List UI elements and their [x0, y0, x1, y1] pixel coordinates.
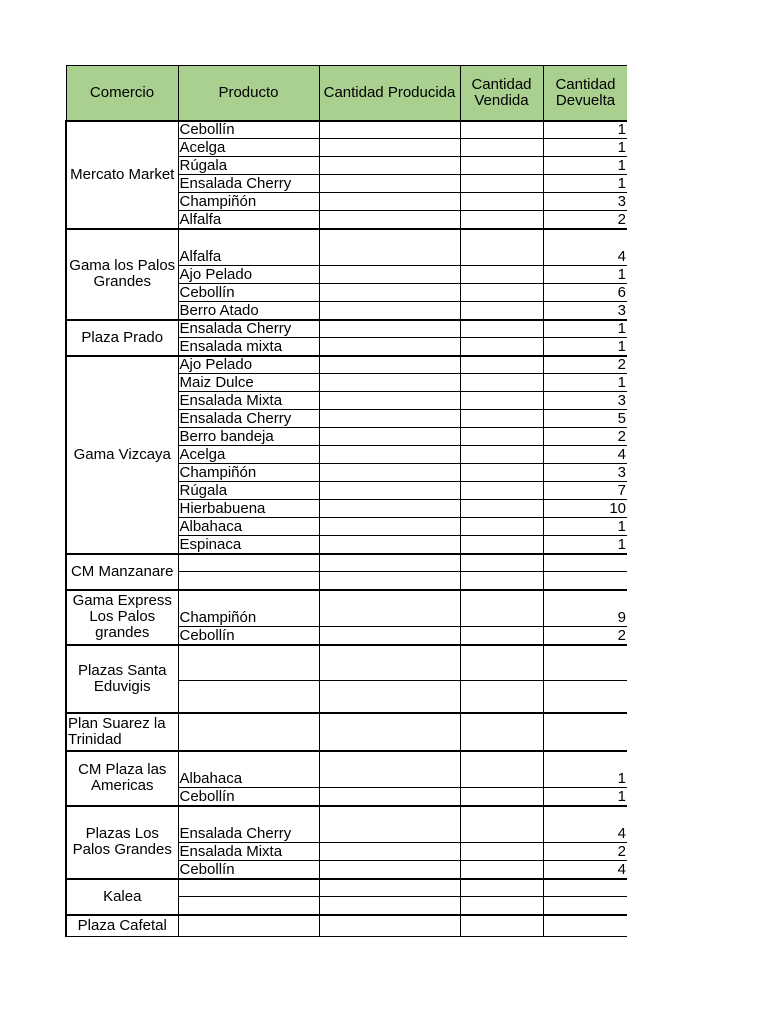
cantidad-vendida-cell	[460, 751, 543, 788]
store-cell: Kalea	[66, 879, 178, 915]
table-row	[66, 320, 627, 338]
product-cell: Acelga	[178, 446, 319, 464]
cantidad-vendida-cell	[460, 500, 543, 518]
cantidad-producida-cell	[319, 751, 460, 788]
table-row	[66, 645, 627, 681]
cantidad-producida-cell	[319, 681, 460, 713]
product-cell: Ensalada Cherry	[178, 410, 319, 428]
cantidad-producida-cell	[319, 627, 460, 645]
cantidad-vendida-cell	[460, 374, 543, 392]
store-cell: Plaza Cafetal	[66, 915, 178, 937]
product-cell: Champiñón	[178, 464, 319, 482]
cantidad-vendida-cell	[460, 518, 543, 536]
cantidad-producida-cell	[319, 500, 460, 518]
cantidad-vendida-cell	[460, 338, 543, 356]
cantidad-vendida-cell	[460, 713, 543, 751]
product-cell: Ensalada Cherry	[178, 175, 319, 193]
store-cell: Plan Suarez la Trinidad	[66, 713, 178, 751]
table-row	[66, 713, 627, 751]
cantidad-devuelta-cell: 1	[543, 320, 627, 338]
cantidad-devuelta-cell	[543, 915, 627, 937]
store-cell: Plazas Los Palos Grandes	[66, 806, 178, 879]
product-cell: Ensalada Cherry	[178, 320, 319, 338]
returns-table	[65, 65, 627, 937]
product-cell: Berro Atado	[178, 302, 319, 320]
cantidad-devuelta-cell: 1	[543, 157, 627, 175]
cantidad-producida-cell	[319, 518, 460, 536]
cantidad-producida-cell	[319, 410, 460, 428]
cantidad-devuelta-cell	[543, 681, 627, 713]
cantidad-producida-cell	[319, 320, 460, 338]
cantidad-producida-cell	[319, 590, 460, 627]
product-cell	[178, 713, 319, 751]
store-cell: Gama Vizcaya	[66, 356, 178, 554]
cantidad-vendida-cell	[460, 410, 543, 428]
cantidad-producida-cell	[319, 193, 460, 211]
cantidad-producida-cell	[319, 788, 460, 806]
cantidad-vendida-cell	[460, 302, 543, 320]
cantidad-producida-cell	[319, 229, 460, 266]
store-cell: Mercato Market	[66, 121, 178, 229]
cantidad-vendida-cell	[460, 806, 543, 843]
table-row	[66, 806, 627, 843]
cantidad-vendida-cell	[460, 843, 543, 861]
product-cell: Albahaca	[178, 751, 319, 788]
table-row	[66, 590, 627, 627]
cantidad-vendida-cell	[460, 175, 543, 193]
cantidad-vendida-cell	[460, 266, 543, 284]
cantidad-producida-cell	[319, 428, 460, 446]
cantidad-devuelta-cell: 2	[543, 843, 627, 861]
product-cell: Cebollín	[178, 627, 319, 645]
product-cell: Alfalfa	[178, 229, 319, 266]
cantidad-vendida-cell	[460, 157, 543, 175]
table-row	[66, 229, 627, 266]
cantidad-vendida-cell	[460, 645, 543, 681]
header-row	[66, 66, 627, 121]
cantidad-producida-cell	[319, 157, 460, 175]
cantidad-devuelta-cell: 3	[543, 193, 627, 211]
header-cantidad-vendida: Cantidad Vendida	[460, 66, 543, 121]
product-cell: Ensalada Mixta	[178, 843, 319, 861]
header-comercio: Comercio	[66, 66, 178, 121]
cantidad-vendida-cell	[460, 879, 543, 897]
table-row	[66, 121, 627, 139]
header-cantidad-devuelta: Cantidad Devuelta	[543, 66, 627, 121]
cantidad-producida-cell	[319, 121, 460, 139]
cantidad-devuelta-cell: 4	[543, 446, 627, 464]
cantidad-devuelta-cell: 1	[543, 374, 627, 392]
cantidad-devuelta-cell: 1	[543, 338, 627, 356]
cantidad-devuelta-cell: 1	[543, 175, 627, 193]
cantidad-producida-cell	[319, 897, 460, 915]
product-cell: Berro bandeja	[178, 428, 319, 446]
cantidad-devuelta-cell: 1	[543, 139, 627, 157]
cantidad-devuelta-cell: 1	[543, 518, 627, 536]
product-cell: Ensalada Mixta	[178, 392, 319, 410]
cantidad-vendida-cell	[460, 897, 543, 915]
cantidad-devuelta-cell: 2	[543, 627, 627, 645]
product-cell: Acelga	[178, 139, 319, 157]
store-cell: Gama Express Los Palos grandes	[66, 590, 178, 645]
product-cell: Rúgala	[178, 482, 319, 500]
product-cell: Rúgala	[178, 157, 319, 175]
table-row	[66, 751, 627, 788]
cantidad-producida-cell	[319, 374, 460, 392]
product-cell: Cebollín	[178, 861, 319, 879]
cantidad-devuelta-cell	[543, 572, 627, 590]
cantidad-producida-cell	[319, 446, 460, 464]
cantidad-devuelta-cell: 3	[543, 302, 627, 320]
cantidad-producida-cell	[319, 536, 460, 554]
cantidad-devuelta-cell: 4	[543, 229, 627, 266]
cantidad-vendida-cell	[460, 356, 543, 374]
cantidad-devuelta-cell: 2	[543, 356, 627, 374]
product-cell: Ajo Pelado	[178, 356, 319, 374]
cantidad-devuelta-cell: 2	[543, 428, 627, 446]
product-cell	[178, 645, 319, 681]
cantidad-producida-cell	[319, 879, 460, 897]
cantidad-producida-cell	[319, 211, 460, 229]
cantidad-producida-cell	[319, 861, 460, 879]
cantidad-devuelta-cell: 1	[543, 536, 627, 554]
product-cell: Espinaca	[178, 536, 319, 554]
cantidad-vendida-cell	[460, 915, 543, 937]
cantidad-devuelta-cell: 3	[543, 392, 627, 410]
cantidad-producida-cell	[319, 302, 460, 320]
table-row	[66, 356, 627, 374]
product-cell: Hierbabuena	[178, 500, 319, 518]
cantidad-devuelta-cell	[543, 713, 627, 751]
product-cell: Cebollín	[178, 121, 319, 139]
cantidad-devuelta-cell: 1	[543, 121, 627, 139]
cantidad-vendida-cell	[460, 193, 543, 211]
product-cell: Cebollín	[178, 788, 319, 806]
cantidad-devuelta-cell: 2	[543, 211, 627, 229]
cantidad-producida-cell	[319, 175, 460, 193]
cantidad-vendida-cell	[460, 627, 543, 645]
cantidad-devuelta-cell: 4	[543, 861, 627, 879]
cantidad-vendida-cell	[460, 590, 543, 627]
product-cell	[178, 554, 319, 572]
product-cell: Cebollín	[178, 284, 319, 302]
cantidad-vendida-cell	[460, 572, 543, 590]
cantidad-devuelta-cell	[543, 554, 627, 572]
cantidad-vendida-cell	[460, 320, 543, 338]
header-cantidad-producida: Cantidad Producida	[319, 66, 460, 121]
cantidad-devuelta-cell	[543, 879, 627, 897]
cantidad-producida-cell	[319, 915, 460, 937]
cantidad-devuelta-cell: 1	[543, 788, 627, 806]
cantidad-devuelta-cell: 7	[543, 482, 627, 500]
cantidad-producida-cell	[319, 356, 460, 374]
product-cell: Ensalada mixta	[178, 338, 319, 356]
cantidad-vendida-cell	[460, 428, 543, 446]
cantidad-producida-cell	[319, 806, 460, 843]
cantidad-devuelta-cell: 3	[543, 464, 627, 482]
cantidad-vendida-cell	[460, 446, 543, 464]
cantidad-producida-cell	[319, 572, 460, 590]
store-cell: Gama los Palos Grandes	[66, 229, 178, 320]
cantidad-producida-cell	[319, 482, 460, 500]
cantidad-vendida-cell	[460, 464, 543, 482]
spreadsheet	[65, 65, 627, 946]
header-producto: Producto	[178, 66, 319, 121]
cantidad-vendida-cell	[460, 482, 543, 500]
product-cell	[178, 879, 319, 897]
cantidad-devuelta-cell: 10	[543, 500, 627, 518]
cantidad-vendida-cell	[460, 139, 543, 157]
product-cell	[178, 572, 319, 590]
cantidad-vendida-cell	[460, 229, 543, 266]
cantidad-devuelta-cell: 1	[543, 751, 627, 788]
product-cell: Maiz Dulce	[178, 374, 319, 392]
product-cell	[178, 681, 319, 713]
store-cell: Plaza Prado	[66, 320, 178, 356]
cantidad-devuelta-cell	[543, 645, 627, 681]
cantidad-vendida-cell	[460, 861, 543, 879]
cantidad-producida-cell	[319, 266, 460, 284]
cantidad-producida-cell	[319, 554, 460, 572]
cantidad-devuelta-cell: 6	[543, 284, 627, 302]
product-cell: Champiñón	[178, 193, 319, 211]
table-row	[66, 915, 627, 937]
cantidad-devuelta-cell	[543, 897, 627, 915]
cantidad-producida-cell	[319, 645, 460, 681]
cantidad-devuelta-cell: 5	[543, 410, 627, 428]
store-cell: CM Manzanare	[66, 554, 178, 590]
store-cell: Plazas Santa Eduvigis	[66, 645, 178, 713]
store-cell: CM Plaza las Americas	[66, 751, 178, 806]
cantidad-devuelta-cell: 4	[543, 806, 627, 843]
product-cell	[178, 897, 319, 915]
cantidad-producida-cell	[319, 713, 460, 751]
table-row	[66, 554, 627, 572]
cantidad-producida-cell	[319, 139, 460, 157]
cantidad-vendida-cell	[460, 284, 543, 302]
cantidad-vendida-cell	[460, 392, 543, 410]
cantidad-vendida-cell	[460, 211, 543, 229]
cantidad-producida-cell	[319, 392, 460, 410]
product-cell: Ensalada Cherry	[178, 806, 319, 843]
cantidad-vendida-cell	[460, 554, 543, 572]
cantidad-devuelta-cell: 9	[543, 590, 627, 627]
cantidad-vendida-cell	[460, 121, 543, 139]
cantidad-vendida-cell	[460, 536, 543, 554]
product-cell	[178, 915, 319, 937]
product-cell: Albahaca	[178, 518, 319, 536]
cantidad-vendida-cell	[460, 681, 543, 713]
cantidad-producida-cell	[319, 284, 460, 302]
cantidad-vendida-cell	[460, 788, 543, 806]
product-cell: Alfalfa	[178, 211, 319, 229]
product-cell: Ajo Pelado	[178, 266, 319, 284]
cantidad-producida-cell	[319, 338, 460, 356]
cantidad-producida-cell	[319, 843, 460, 861]
cantidad-producida-cell	[319, 464, 460, 482]
cantidad-devuelta-cell: 1	[543, 266, 627, 284]
table-row	[66, 879, 627, 897]
product-cell: Champiñón	[178, 590, 319, 627]
